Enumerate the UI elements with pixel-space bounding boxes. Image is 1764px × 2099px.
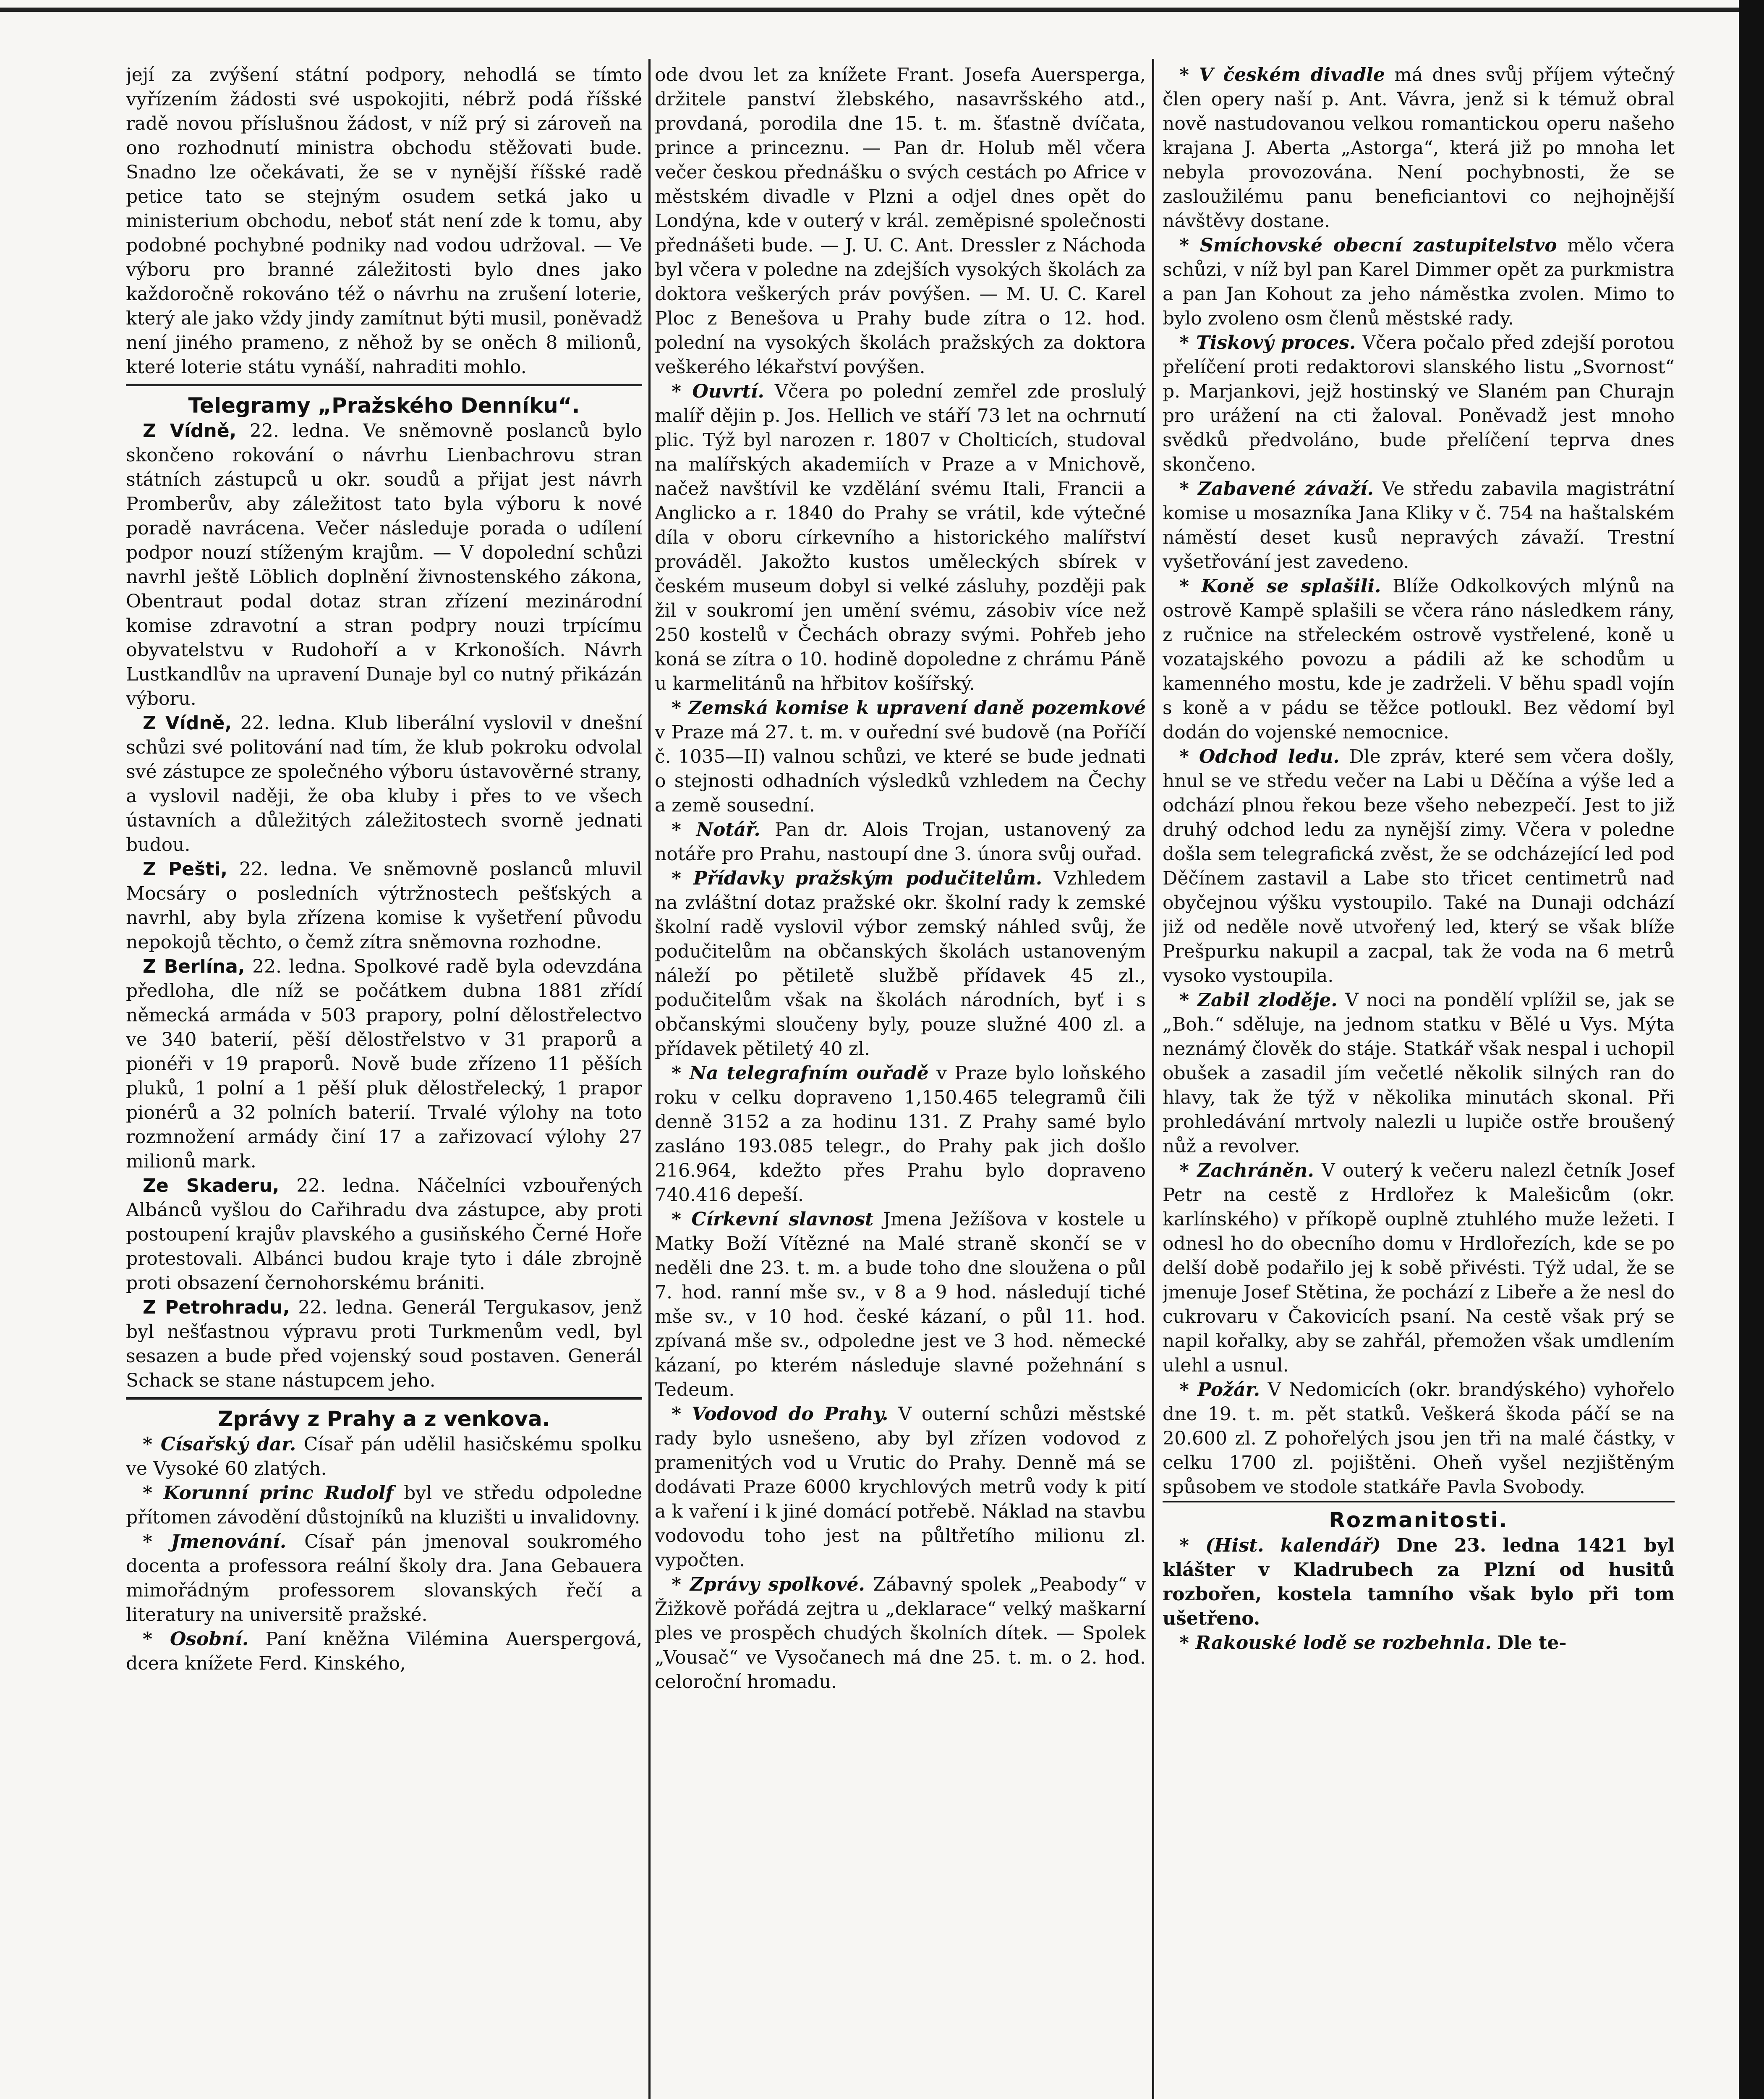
continuation-text: její za zvýšení státní podpory, nehodlá se tímto vyřízením žádosti své uspokojiti, nébrž podá říšské radě novou příslušnou žádost, v níž prý si zároveň na ono rozhodnutí ministra obchodu stěžovati bude. Snadno lze očekávati, že se v nynější říšské radě petice tato se stejným osudem setká jako u ministerium obchodu, neboť stát není zde k tomu, aby podobné pochybné podniky nad vodou udržoval. — Ve výboru pro branné záležitosti bylo dnes jako každoročně rokováno též o návrhu na zrušení loterie, který ale jako vždy jindy zamítnut býti musil, poněvadž není jiného prameno, z něhož by se oněch 8 milionů, které loterie státu vynáší, nahraditi mohlo. xyxy=(126,64,642,378)
news-head: * Zabil zloděje. xyxy=(1179,989,1338,1011)
section-title-misc: Rozmanitosti. xyxy=(1329,1508,1508,1532)
news-item xyxy=(1163,988,1675,1159)
news-text: mělo včera schůzi, v níž byl pan Karel Dimmer opět za purkmistra a pan Jan Kohout za jeho náměstka zvolen. Mimo to bylo zvoleno osm členů městské rady. xyxy=(1163,235,1675,329)
news-text: V outerý k večeru nalezl četník Josef Petr na cestě z Hrdlořez k Malešicům (okr. karlínského) v příkopě ouplně ztuhlého muže ležeti. I odnesl ho do obecního domu v Hrdlořezích, kde se po delší době podařilo jej k sobě přivésti. Týž udal, že se jmenuje Josef Stětina, že pochází z Libeře a že nesl do cukrovaru v Čakovicích psaní. Na cestě však prý se napil kořalky, aby se zahřál, přemožen však umdlením ulehl a usnul. xyxy=(1163,1160,1675,1376)
news-head: * Korunní princ Rudolf xyxy=(143,1482,394,1504)
news-item xyxy=(1163,233,1675,331)
telegram-item xyxy=(126,1174,642,1296)
column-3 xyxy=(1163,63,1675,2099)
news-item xyxy=(126,1627,642,1676)
news-text: Ve středu zabavila magistrátní komise u mosazníka Jana Kliky v č. 754 na haštalském náměstí deset kusů nepravých závaží. Trestní vyšetřování jest zavedeno. xyxy=(1163,478,1675,573)
news-text: Včera po polední zemřel zde proslulý malíř dějin p. Jos. Hellich ve stáří 73 let na ochrnutí plic. Týž byl narozen r. 1807 v Cholticích, studoval na malířských akademiích v Praze a v Mnichově, načež navštívil ke vzdělání svému Itali, Francii a Anglicko a r. 1840 do Prahy se vrátil, kde výtečné díla v oboru církevního a historického malířství prováděl. Jakožto kustos uměleckých sbírek v českém museum dobyl si velké zásluhy, později pak žil v soukromí jen umění svému, zásobiv více než 250 kostelů v Čechách obrazy svými. Pohřeb jeho koná se zítra o 10. hodině dopoledne z chrámu Páně u karmelitánů na hřbitov košířský. xyxy=(655,381,1146,694)
news-text: V outerní schůzi městské rady bylo usnešeno, aby byl zřízen vodovod z pramenitých vod u Vrutic do Prahy. Denně má se dodávati Praze 6000 krychlových metrů vody k pití a k vaření i k jiné domácí potřebě. Náklad na stavbu vodovodu toho jest na půltřetího milionu zl. vypočten. xyxy=(655,1403,1146,1571)
section-title-telegrams: Telegramy „Pražského Denníku“. xyxy=(188,393,580,418)
news-item xyxy=(1163,477,1675,574)
news-item xyxy=(1163,1159,1675,1378)
news-head: * Odchod ledu. xyxy=(1179,746,1340,767)
news-text: Zábavný spolek „Peabody“ v Žižkově pořádá zejtra u „deklarace“ velký maškarní ples ve prospěch chudých školních dítek. — Spolek „Vousač“ ve Vysočanech má dne 25. t. m. o 2. hod. celoroční hromadu. xyxy=(655,1574,1146,1693)
news-text: Včera počalo před zdejší porotou přelíčení proti redaktorovi slanského listu „Svornost“ p. Marjankovi, jejž hostinský ve Slaném pan Churajn pro urážení na cti žaloval. Poněvadž jest mnoho svědků předvoláno, bude přelíčení teprva dnes skončeno. xyxy=(1163,332,1675,475)
news-text: V Nedomicích (okr. brandýského) vyhořelo dne 19. t. m. pět statků. Veškerá škoda páčí se na 20.600 zl. Z pohořelých jsou jen tři na malé částky, v celku 1700 zl. pojištěni. Oheň vyšel nezjištěným spůsobem ve stodole statkáře Pavla Svobody. xyxy=(1163,1379,1675,1498)
news-head: * Církevní slavnost xyxy=(672,1209,874,1230)
news-text: V noci na pondělí vplížil se, jak se „Boh.“ sděluje, na jednom statku v Bělé u Vys. Mýta neznámý člověk do stáje. Statkář však nespal i uchopil obušek a zasadil jím večetlé několik silných ran do hlavy, tak že týž v několika minutách skonal. Při prohledávání mrtvoly nalezli u lupiče ostře broušený nůž a revolver. xyxy=(1163,989,1675,1157)
section-rule xyxy=(126,1397,642,1400)
news-item xyxy=(1163,63,1675,233)
misc-item xyxy=(1163,1534,1675,1631)
news-text: Císař pán jmenoval soukromého docenta a professora reální školy dra. Jana Gebauera mimořádným professorem slovanských řečí a literatury na universitě pražské. xyxy=(126,1531,642,1625)
telegram-item xyxy=(126,955,642,1174)
news-head: * Na telegrafním ouřadě xyxy=(672,1063,929,1084)
news-head: * Vodovod do Prahy. xyxy=(672,1403,889,1425)
news-item xyxy=(655,379,1146,696)
news-item xyxy=(1163,1378,1675,1500)
misc-head: * (Hist. kalendář) xyxy=(1179,1535,1381,1556)
news-item xyxy=(655,1402,1146,1573)
telegram-text: 22. ledna. Náčelníci vzbouřených Albánců vyšlou do Cařihradu dva zástupce, aby proti postoupení krajův plavského a gusiňského Černé Hoře protestovali. Albánci budou kraje tyto i dále zbrojně proti obsazení černohorskému brániti. xyxy=(126,1175,642,1294)
news-text: Paní kněžna Vilémina Auerspergová, dcera knížete Ferd. Kinského, xyxy=(126,1628,642,1674)
telegram-place: Z Petrohradu, xyxy=(143,1297,290,1318)
section-rule xyxy=(1163,1501,1675,1502)
telegram-text: 22. ledna. Spolkové radě byla odevzdána předloha, dle níž se počátkem dubna 1881 zřídí německá armáda v 503 prapory, polní dělostřelectvo ve 340 baterií, pěší dělostřelstvo v 31 praporů a pionéři v 19 praporů. Nově bude zřízeno 11 pěších pluků, 1 polní a 1 pěší pluk dělostřelecký, 1 prapor pionérů a 32 polních baterií. Trvalé výlohy na toto rozmnožení armády činí 17 a zařizovací výlohy 27 milionů mark. xyxy=(126,956,642,1172)
news-text: v Praze bylo loňského roku v celku dopraveno 1,150.465 telegramů čili denně 3152 a za hodinu 131. Z Prahy samé bylo zasláno 193.085 telegr., do Prahy pak jich došlo 216.964, kdežto přes Prahu bylo dopraveno 740.416 depeší. xyxy=(655,1063,1146,1206)
news-head: * Ouvrtí. xyxy=(672,381,764,402)
telegram-place: Z Berlína, xyxy=(143,956,245,977)
telegram-text: 22. ledna. Generál Tergukasov, jenž byl nešťastnou výpravu proti Turkmenům vedl, byl sesazen a bude před vojenský soud postaven. Generál Schack se stane nástupcem jeho. xyxy=(126,1297,642,1391)
news-text: Dle zpráv, které sem včera došly, hnul se ve středu večer na Labi u Děčína a výše led a odchází plnou řekou beze všeho nebezpečí. Jest to již druhý odchod ledu za nynější zimy. Včera v poledne došla sem telegrafická zvěst, že se odcházející led pod Děčínem zastavil a Labe sto třicet centimetrů nad obyčejnou výšku vystoupilo. Také na Dunaji odchází již od neděle nově utvořený led, který se však blíže Prešpurku nakupil a zacpal, tak že voda na 6 metrů vysoko vystoupila. xyxy=(1163,746,1675,987)
news-head: * Zachráněn. xyxy=(1179,1160,1314,1181)
telegram-text: 22. ledna. Ve sněmovně poslanců bylo skončeno rokování o návrhu Lienbachrovu stran státních zástupců u okr. soudů a přijat jest návrh Promberův, aby záležitost tato byla výboru k nové poradě navrácena. Večer následuje porada o udílení podpor nouzí stíženým krajům. — V dopolední schůzi navrhl ještě Löblich doplnění živnostenského zákona, Obentraut podal dotaz stran zřízení mezinárodní komise zdravotní a stran podpry nouzi trpícímu obyvatelstvu v Rudohoří a v Krkonoších. Návrh Lustkandlův na upravení Dunaje byl co nutný přikázán výboru. xyxy=(126,420,642,709)
telegram-list xyxy=(126,419,642,1393)
news-item xyxy=(655,1061,1146,1207)
telegram-item xyxy=(126,857,642,955)
news-item xyxy=(126,1481,642,1530)
section-title-news: Zprávy z Prahy a z venkova. xyxy=(218,1407,550,1431)
column-rule xyxy=(1152,59,1154,2099)
news-head: * Notář. xyxy=(672,819,760,840)
misc-text: Dle te- xyxy=(1497,1632,1567,1654)
top-rule xyxy=(0,8,1764,12)
news-item xyxy=(655,866,1146,1061)
news-head: * Přídavky pražským podučitelům. xyxy=(672,868,1043,889)
telegram-place: Ze Skaderu, xyxy=(143,1175,280,1196)
column-rule xyxy=(648,59,651,2099)
news-head: * Zabavené závaží. xyxy=(1179,478,1374,500)
news-list xyxy=(126,1432,642,1676)
news-head: * Smíchovské obecní zastupitelstvo xyxy=(1179,235,1557,256)
news-item xyxy=(655,1573,1146,1694)
news-head: * V českém divadle xyxy=(1179,64,1385,86)
news-head: * Koně se splašili. xyxy=(1179,576,1381,597)
news-text: v Praze má 27. t. m. v ouřední své budově (na Poříčí č. 1035—II) valnou schůzi, ve které se bude jednati o stejnosti odhadních výsledků vzhledem na Čechy a země sousední. xyxy=(655,722,1146,816)
misc-head: * Rakouské lodě se rozbehnla. xyxy=(1179,1632,1492,1654)
news-item xyxy=(1163,331,1675,477)
news-text: Jmena Ježíšova v kostele u Matky Boží Vítězné na Malé straně skončí se v neděli dne 23. t. m. a bude toho dne sloužena o půl 7. hod. ranní mše sv., v 8 a 9 hod. následují tiché mše sv., v 10 hod. české kázaní, o půl 11. hod. zpívaná mše sv., odpoledne jest ve 3 hod. německé kázaní, po kterém následuje slavné požehnání s Tedeum. xyxy=(655,1209,1146,1400)
news-text: byl ve středu odpoledne přítomen závodění důstojníků na kluzišti u invalidovny. xyxy=(126,1482,642,1528)
page-edge xyxy=(1739,0,1764,2099)
news-head: * Císařský dar. xyxy=(143,1434,296,1455)
news-text: Císař pán udělil hasičskému spolku ve Vysoké 60 zlatých. xyxy=(126,1434,642,1479)
section-rule xyxy=(126,384,642,386)
news-item xyxy=(126,1432,642,1481)
news-item xyxy=(1163,745,1675,988)
news-text: Vzhledem na zvláštní dotaz pražské okr. školní rady k zemské školní radě vyslovil výbor zemský náhled svůj, že podučitelům na občanských školách ustanoveným náleží po pětiletě službě přídavek 45 zl., podučitelům však na školách národních, byť i s občanskými sloučeny byly, pouze služné 400 zl. a přídavek pětiletý 40 zl. xyxy=(655,868,1146,1060)
news-text: Pan dr. Alois Trojan, ustanovený za notáře pro Prahu, nastoupí dne 3. února svůj ouřad. xyxy=(655,819,1146,865)
telegram-text: 22. ledna. Klub liberální vyslovil v dnešní schůzi své politování nad tím, že klub pokroku odvolal své zástupce ze společného výboru ústavověrné strany, a vyslovil naději, že oba kluby i přes to ve všech ústavních a důležitých záležitostech svorně jednati budou. xyxy=(126,712,642,856)
news-head: * Jmenování. xyxy=(143,1531,287,1552)
news-item xyxy=(655,696,1146,818)
news-item xyxy=(126,1530,642,1627)
telegram-place: Z Pešti, xyxy=(143,858,228,880)
column-1 xyxy=(126,63,642,2099)
news-text: Blíže Odkolkových mlýnů na ostrově Kampě splašili se včera ráno následkem rány, z ručnice na střeleckém ostrově vystřelené, koně u vozatajského povozu a pádili až ke schodům u kamenného mostu, kde je zadrželi. V běhu spadl vojín s koně a v pádu se těžce potloukl. Bez vědomí byl dodán do vojenské nemocnice. xyxy=(1163,576,1675,743)
news-item xyxy=(655,63,1146,379)
news-text: ode dvou let za knížete Frant. Josefa Auersperga, držitele panství žlebského, nasavršského atd., provdaná, porodila dne 15. t. m. šťastně dvíčata, prince a princeznu. — Pan dr. Holub měl včera večer českou přednášku o svých cestách po Africe v městském divadle v Plzni a odjel dnes opět do Londýna, kde v outerý v král. zeměpisné společnosti přednášeti bude. — J. U. C. Ant. Dressler z Náchoda byl včera v poledne na zdejších vysokých školách za doktora veškerých práv povýšen. — M. U. C. Karel Ploc z Benešova u Prahy bude zítra o 12. hod. polední na vysokých školách pražských za doktora veškerého lékařství povýšen. xyxy=(655,64,1146,378)
telegram-item xyxy=(126,711,642,857)
telegram-place: Z Vídně, xyxy=(143,420,237,442)
misc-item xyxy=(1163,1631,1675,1655)
news-item xyxy=(655,818,1146,866)
news-head: * Osobní. xyxy=(143,1628,249,1650)
news-head: * Zprávy spolkové. xyxy=(672,1574,865,1595)
news-item xyxy=(1163,574,1675,745)
news-head: * Požár. xyxy=(1179,1379,1260,1400)
telegram-item xyxy=(126,1296,642,1393)
misc-text: Dne 23. ledna 1421 byl klášter v Kladrubech za Plzní od husitů rozbořen, kostela tamního však bylo při tom ušetřeno. xyxy=(1163,1535,1675,1629)
telegram-item xyxy=(126,419,642,711)
telegram-place: Z Vídně, xyxy=(143,712,232,734)
news-head: * Tiskový proces. xyxy=(1179,332,1356,353)
telegram-text: 22. ledna. Ve sněmovně poslanců mluvil Mocsáry o posledních výtržnostech pešťských a navrhl, aby byla zřízena komise k vyšetření původu nepokojů těchto, o čemž zítra sněmovna rozhodne. xyxy=(126,858,642,953)
news-head: * Zemská komise k upravení daně pozemkové xyxy=(672,697,1146,719)
news-text: má dnes svůj příjem výtečný člen opery naší p. Ant. Vávra, jenž si k témuž obral nově nastudovanou velkou romantickou operu našeho krajana J. Aberta „Astorga“, která již po mnoha let nebyla provozována. Není pochybnosti, že se zasloužilému panu beneficiantovi co nejhojnější návštěvy dostane. xyxy=(1163,64,1675,232)
news-item xyxy=(655,1207,1146,1402)
column-2 xyxy=(655,63,1146,2099)
